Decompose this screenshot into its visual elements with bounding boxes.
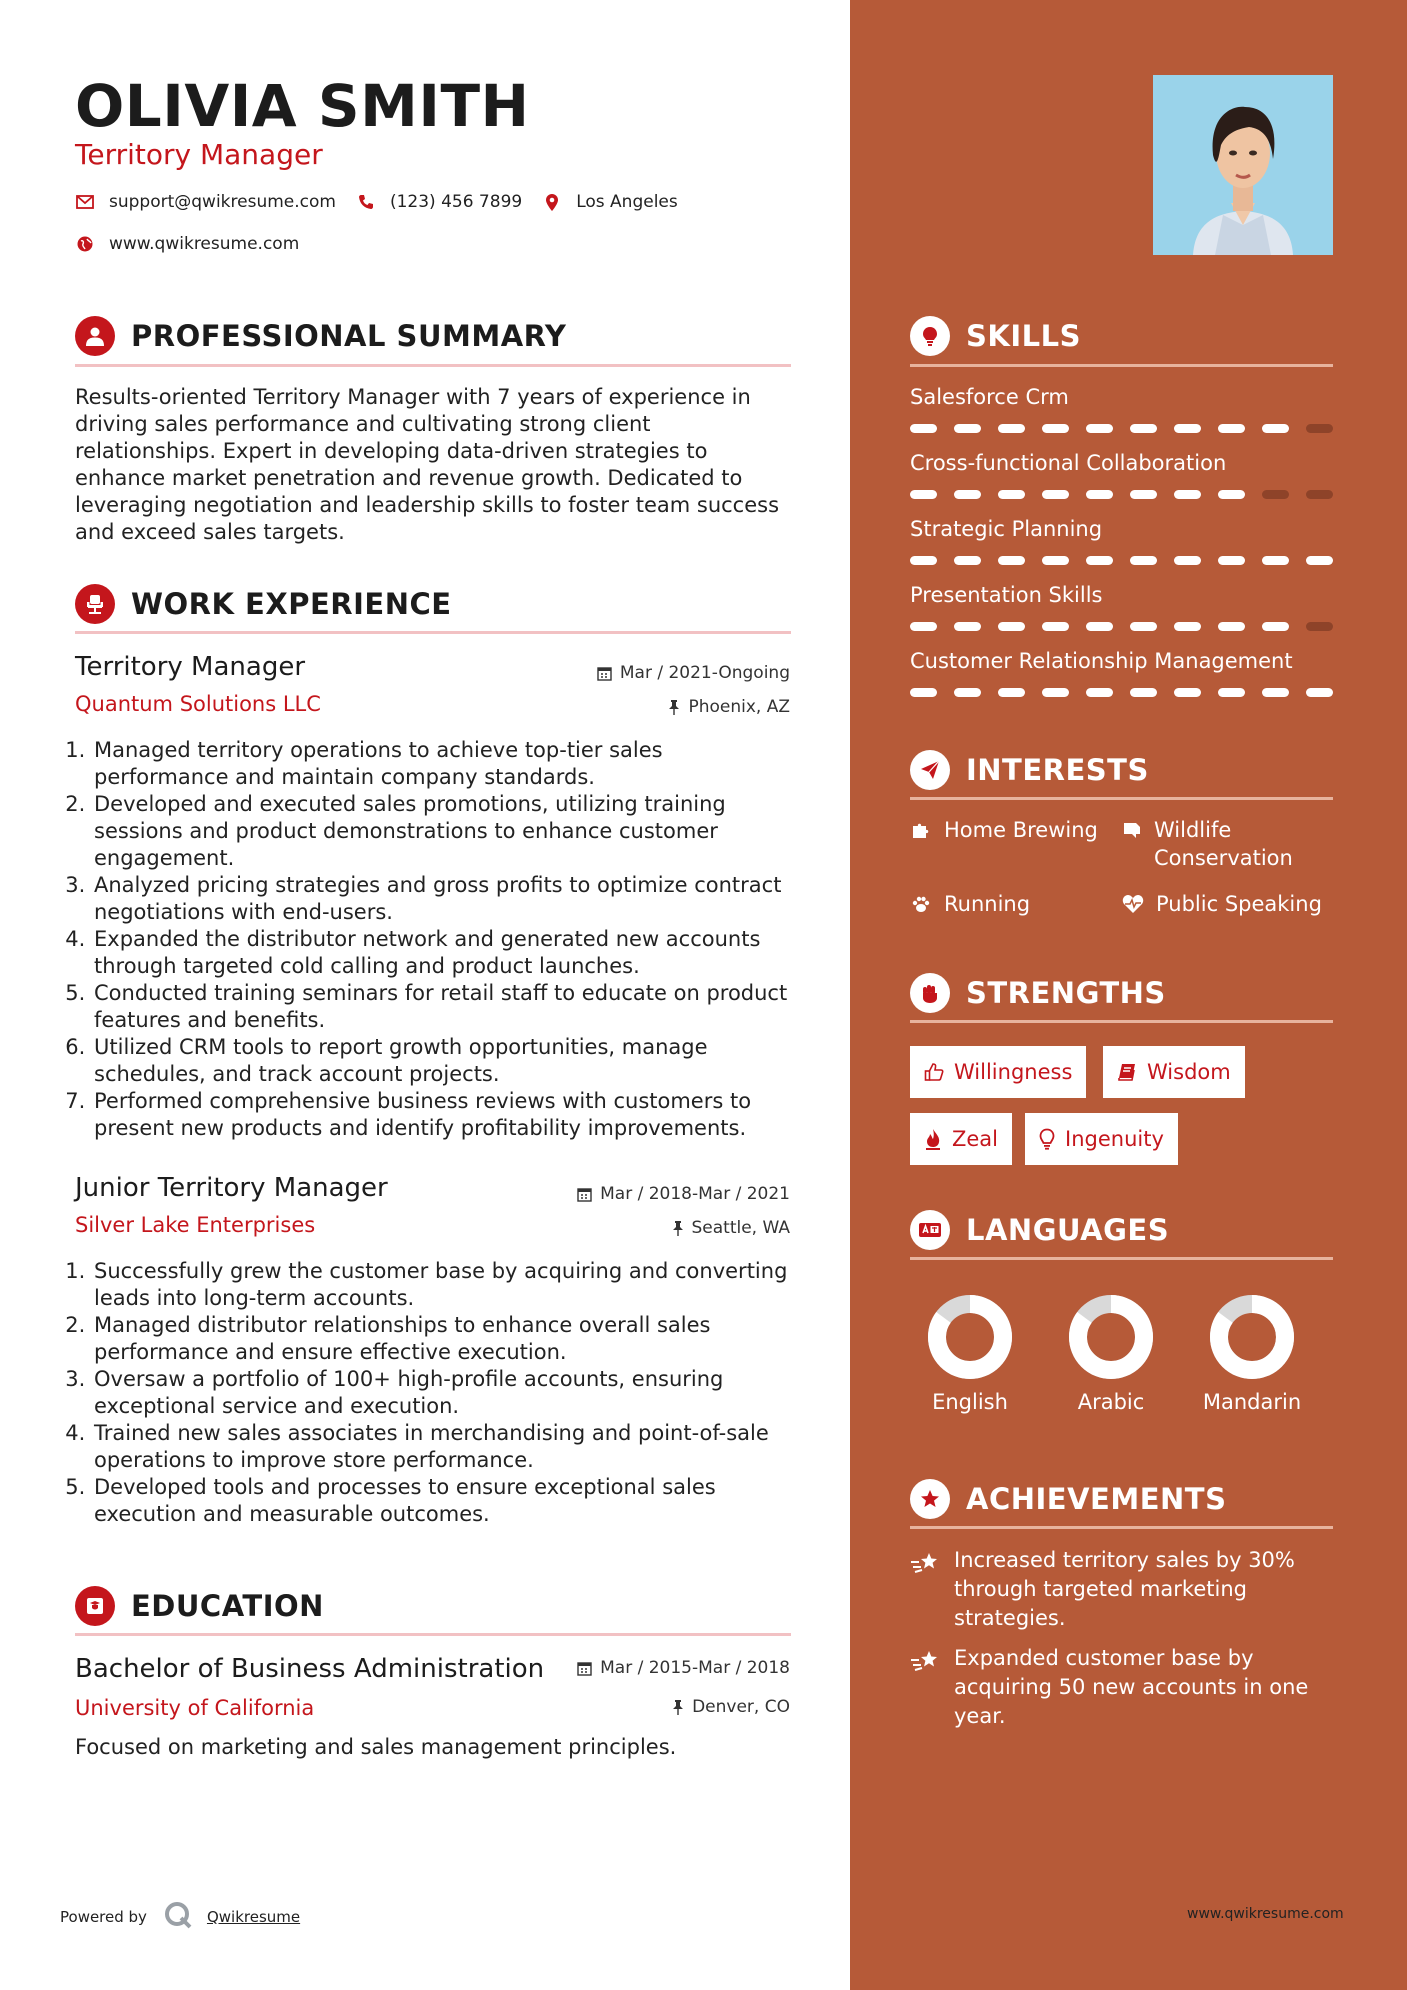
skill-level-segment bbox=[1086, 556, 1113, 565]
user-icon bbox=[75, 316, 115, 356]
skill-level-segment bbox=[1174, 556, 1201, 565]
language-item bbox=[1182, 1292, 1322, 1414]
skill-level-segment bbox=[1262, 556, 1289, 565]
education-heading bbox=[75, 1586, 324, 1626]
leaf-book-icon bbox=[1122, 816, 1142, 840]
strength-badge bbox=[910, 1046, 1086, 1098]
school-name: University of California bbox=[75, 1696, 315, 1720]
interest-item bbox=[910, 890, 1030, 918]
skill-level-bar bbox=[910, 490, 1333, 500]
skill-level-segment bbox=[1086, 490, 1113, 499]
education-divider bbox=[75, 1633, 791, 1636]
website-row bbox=[75, 234, 319, 254]
strengths-divider bbox=[910, 1020, 1333, 1023]
job-location-text: Phoenix, AZ bbox=[688, 697, 790, 717]
achievements-title: ACHIEVEMENTS bbox=[966, 1482, 1227, 1516]
achievement-text: Increased territory sales by 30% through targeted marketing strategies. bbox=[954, 1548, 1295, 1630]
skill-level-segment bbox=[1086, 688, 1113, 697]
star-icon bbox=[910, 1479, 950, 1519]
interest-item bbox=[1122, 890, 1322, 918]
interests-divider bbox=[910, 797, 1333, 800]
contact-row bbox=[75, 192, 698, 212]
skills-heading bbox=[910, 316, 1081, 356]
summary-text: Results-oriented Territory Manager with 7 years of experience in driving sales performance and cultivating strong client relationships. Expert in developing data-driven strategies to enhance market penetration and revenue growth. Dedicated to leveraging negotiation and leadership skills to foster team success and exceed sales targets. bbox=[75, 385, 780, 544]
list-item: 2. Managed distributor relationships to enhance overall sales performance and ensure effective execution. bbox=[92, 1312, 800, 1366]
skill-level-segment bbox=[1130, 622, 1157, 631]
education-dates bbox=[577, 1658, 790, 1678]
calendar-icon bbox=[577, 1661, 592, 1676]
powered-by-label: Powered by bbox=[60, 1908, 147, 1926]
skill-name: Cross-functional Collaboration bbox=[910, 451, 1227, 475]
skill-level-segment bbox=[1042, 490, 1069, 499]
language-donut bbox=[925, 1292, 1015, 1382]
skill-level-segment bbox=[954, 490, 981, 499]
website-link[interactable]: www.qwikresume.com bbox=[109, 234, 300, 254]
skill-level-segment bbox=[998, 688, 1025, 697]
skill-level-segment bbox=[954, 688, 981, 697]
job-company: Quantum Solutions LLC bbox=[75, 692, 321, 716]
list-item: 5. Developed tools and processes to ensure exceptional sales execution and measurable outcomes. bbox=[92, 1474, 800, 1528]
calendar-icon bbox=[577, 1187, 592, 1202]
interest-label: Public Speaking bbox=[1156, 892, 1322, 916]
job-company: Silver Lake Enterprises bbox=[75, 1213, 316, 1237]
skill-level-segment bbox=[1130, 556, 1157, 565]
fire-icon bbox=[924, 1128, 942, 1150]
interest-label: Running bbox=[944, 892, 1031, 916]
puzzle-icon bbox=[910, 816, 932, 840]
strength-label: Wisdom bbox=[1147, 1060, 1231, 1084]
skill-level-segment bbox=[954, 424, 981, 433]
degree-title: Bachelor of Business Administration bbox=[75, 1654, 545, 1684]
skill-level-segment bbox=[910, 688, 937, 697]
skill-level-segment bbox=[1262, 622, 1289, 631]
interests-title: INTERESTS bbox=[966, 753, 1149, 787]
skill-level-segment bbox=[910, 556, 937, 565]
skill-level-segment bbox=[1086, 424, 1113, 433]
list-item: 7. Performed comprehensive business reviews with customers to present new products and identify profitability improvements. bbox=[92, 1088, 800, 1142]
achievement-item bbox=[910, 1546, 1333, 1633]
lightbulb-icon bbox=[910, 316, 950, 356]
experience-divider bbox=[75, 631, 791, 634]
skill-level-segment bbox=[1306, 424, 1333, 433]
list-item: 2. Developed and executed sales promotions, utilizing training sessions and product demonstrations to enhance customer engagement. bbox=[92, 791, 800, 872]
interest-label: Home Brewing bbox=[944, 818, 1098, 842]
skill-level-segment bbox=[954, 556, 981, 565]
list-item: 3. Analyzed pricing strategies and gross profits to optimize contract negotiations with end-users. bbox=[92, 872, 800, 926]
strength-badge bbox=[1103, 1046, 1245, 1098]
skill-level-segment bbox=[998, 622, 1025, 631]
job-dates bbox=[577, 1184, 790, 1204]
strength-badge bbox=[1025, 1113, 1178, 1165]
experience-title: WORK EXPERIENCE bbox=[131, 587, 452, 621]
language-name: Mandarin bbox=[1202, 1390, 1302, 1414]
lightbulb-outline-icon bbox=[1039, 1128, 1055, 1150]
job-location bbox=[668, 697, 790, 717]
phone-number[interactable]: (123) 456 7899 bbox=[389, 192, 523, 212]
skills-title: SKILLS bbox=[966, 319, 1081, 353]
qwikresume-logo-icon bbox=[163, 1900, 193, 1934]
language-name: Arabic bbox=[1077, 1390, 1145, 1414]
summary-title: PROFESSIONAL SUMMARY bbox=[131, 319, 567, 353]
skill-level-segment bbox=[1130, 490, 1157, 499]
skill-name: Salesforce Crm bbox=[910, 385, 1069, 409]
skill-level-bar bbox=[910, 688, 1333, 698]
achievements-heading bbox=[910, 1479, 1226, 1519]
graduation-icon bbox=[75, 1586, 115, 1626]
language-name: English bbox=[932, 1390, 1008, 1414]
education-title: EDUCATION bbox=[131, 1589, 324, 1623]
languages-divider bbox=[910, 1257, 1333, 1260]
email-link[interactable]: support@qwikresume.com bbox=[109, 192, 336, 212]
footer-website[interactable]: www.qwikresume.com bbox=[1187, 1906, 1344, 1922]
thumbs-up-icon bbox=[924, 1062, 944, 1082]
education-dates-text: Mar / 2015-Mar / 2018 bbox=[600, 1658, 790, 1678]
pin-icon bbox=[672, 1221, 684, 1236]
job-location bbox=[672, 1218, 791, 1238]
skill-level-segment bbox=[1306, 622, 1333, 631]
job-dates-text: Mar / 2018-Mar / 2021 bbox=[600, 1184, 790, 1204]
book-icon bbox=[1117, 1062, 1137, 1082]
list-item: 6. Utilized CRM tools to report growth opportunities, manage schedules, and track account projects. bbox=[92, 1034, 800, 1088]
job-title: Territory Manager bbox=[75, 652, 306, 682]
summary-divider bbox=[75, 364, 791, 367]
skill-level-segment bbox=[910, 622, 937, 631]
office-chair-icon bbox=[75, 584, 115, 624]
paper-plane-icon bbox=[910, 750, 950, 790]
skill-level-segment bbox=[1218, 490, 1245, 499]
list-item: 5. Conducted training seminars for retail staff to educate on product features and benefits. bbox=[92, 980, 800, 1034]
job-bullets bbox=[70, 1258, 800, 1528]
skill-level-segment bbox=[1306, 556, 1333, 565]
language-item bbox=[900, 1292, 1040, 1414]
envelope-icon bbox=[75, 192, 95, 212]
skill-level-segment bbox=[1174, 622, 1201, 631]
job-bullets bbox=[70, 737, 800, 1142]
education-location-text: Denver, CO bbox=[692, 1697, 790, 1717]
list-item: 1. Managed territory operations to achieve top-tier sales performance and maintain company standards. bbox=[92, 737, 800, 791]
strengths-title: STRENGTHS bbox=[966, 976, 1166, 1010]
heartbeat-icon bbox=[1122, 890, 1144, 914]
skill-name: Customer Relationship Management bbox=[910, 649, 1293, 673]
pin-icon bbox=[668, 700, 680, 715]
skill-level-segment bbox=[1086, 622, 1113, 631]
interest-item bbox=[1122, 816, 1332, 872]
skill-level-segment bbox=[1218, 622, 1245, 631]
strength-label: Willingness bbox=[954, 1060, 1073, 1084]
skill-level-bar bbox=[910, 556, 1333, 566]
skill-level-segment bbox=[1174, 490, 1201, 499]
skill-level-bar bbox=[910, 424, 1333, 434]
interest-label: Wildlife Conservation bbox=[1154, 818, 1293, 870]
skill-name: Strategic Planning bbox=[910, 517, 1103, 541]
skill-level-segment bbox=[1042, 556, 1069, 565]
job-title: Junior Territory Manager bbox=[75, 1173, 388, 1203]
languages-title: LANGUAGES bbox=[966, 1213, 1170, 1247]
languages-heading bbox=[910, 1210, 1169, 1250]
skill-level-segment bbox=[998, 490, 1025, 499]
phone-icon bbox=[356, 192, 376, 212]
skill-level-segment bbox=[1042, 424, 1069, 433]
language-icon bbox=[910, 1210, 950, 1250]
skill-level-segment bbox=[1174, 424, 1201, 433]
skill-level-segment bbox=[1042, 622, 1069, 631]
job-location-text: Seattle, WA bbox=[691, 1218, 790, 1238]
strength-badge bbox=[910, 1113, 1012, 1165]
strength-label: Ingenuity bbox=[1065, 1127, 1164, 1151]
language-donut bbox=[1066, 1292, 1156, 1382]
list-item: 1. Successfully grew the customer base by acquiring and converting leads into long-term accounts. bbox=[92, 1258, 800, 1312]
strength-label: Zeal bbox=[952, 1127, 999, 1151]
skill-level-bar bbox=[910, 622, 1333, 632]
interests-heading bbox=[910, 750, 1149, 790]
calendar-icon bbox=[597, 666, 612, 681]
list-item: 4. Expanded the distributor network and generated new accounts through targeted cold calling and product launches. bbox=[92, 926, 800, 980]
skill-level-segment bbox=[1306, 490, 1333, 499]
paw-icon bbox=[910, 890, 932, 914]
skill-level-segment bbox=[910, 490, 937, 499]
qwikresume-link[interactable]: Qwikresume bbox=[206, 1908, 301, 1926]
job-dates-text: Mar / 2021-Ongoing bbox=[619, 663, 790, 683]
shooting-star-icon bbox=[910, 1644, 942, 1674]
candidate-role: Territory Manager bbox=[75, 138, 323, 171]
skill-level-segment bbox=[1218, 556, 1245, 565]
skill-level-segment bbox=[1174, 688, 1201, 697]
education-description: Focused on marketing and sales management principles. bbox=[75, 1735, 677, 1759]
skill-level-segment bbox=[1042, 688, 1069, 697]
skill-level-segment bbox=[1306, 688, 1333, 697]
job-dates bbox=[597, 663, 790, 683]
list-item: 3. Oversaw a portfolio of 100+ high-profile accounts, ensuring exceptional service and execution. bbox=[92, 1366, 800, 1420]
candidate-name: OLIVIA SMITH bbox=[75, 72, 530, 140]
skill-level-segment bbox=[998, 424, 1025, 433]
skill-level-segment bbox=[1130, 424, 1157, 433]
skill-level-segment bbox=[1218, 424, 1245, 433]
footer-powered-by bbox=[60, 1900, 300, 1934]
achievements-divider bbox=[910, 1526, 1333, 1529]
education-location bbox=[672, 1697, 790, 1717]
fist-icon bbox=[910, 973, 950, 1013]
language-item bbox=[1041, 1292, 1181, 1414]
strengths-heading bbox=[910, 973, 1166, 1013]
skill-level-segment bbox=[1218, 688, 1245, 697]
skill-level-segment bbox=[998, 556, 1025, 565]
achievement-text: Expanded customer base by acquiring 50 new accounts in one year. bbox=[954, 1646, 1309, 1728]
location-text: Los Angeles bbox=[576, 192, 678, 212]
globe-icon bbox=[75, 234, 95, 254]
list-item: 4. Trained new sales associates in merchandising and point-of-sale operations to improve store performance. bbox=[92, 1420, 800, 1474]
profile-photo bbox=[1153, 75, 1333, 255]
skill-level-segment bbox=[910, 424, 937, 433]
pin-icon bbox=[672, 1700, 684, 1715]
skill-level-segment bbox=[1130, 688, 1157, 697]
skills-divider bbox=[910, 364, 1333, 367]
interest-item bbox=[910, 816, 1098, 844]
summary-heading bbox=[75, 316, 566, 356]
skill-level-segment bbox=[1262, 490, 1289, 499]
skill-level-segment bbox=[1262, 688, 1289, 697]
language-donut bbox=[1207, 1292, 1297, 1382]
map-marker-icon bbox=[542, 192, 562, 212]
skill-level-segment bbox=[954, 622, 981, 631]
skill-name: Presentation Skills bbox=[910, 583, 1103, 607]
skill-level-segment bbox=[1262, 424, 1289, 433]
shooting-star-icon bbox=[910, 1546, 942, 1576]
experience-heading bbox=[75, 584, 452, 624]
achievement-item bbox=[910, 1644, 1333, 1731]
